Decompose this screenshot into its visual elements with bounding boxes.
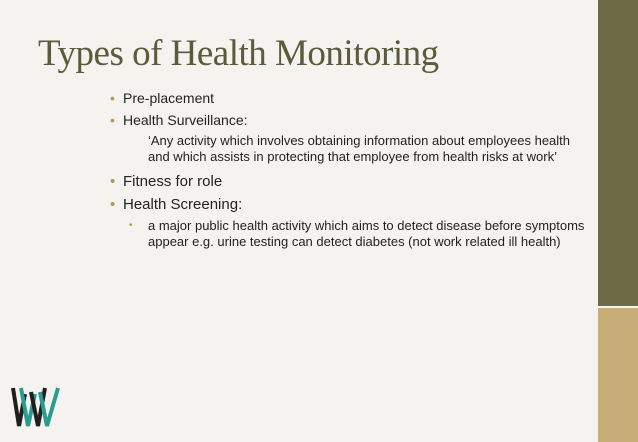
sub-bullet-text: a major public health activity which aims to detect disease before symptoms appear e.g. urine testing can detect diabetes (not work related ill health) (148, 218, 585, 249)
bullet-pre-placement (110, 89, 590, 108)
bullet-dot-icon: • (110, 90, 115, 106)
slide-content (110, 89, 590, 250)
bullet-dot-icon: • (110, 173, 116, 190)
sub-bullet-dot-icon: • (129, 220, 133, 231)
bullet-text: Pre-placement (123, 90, 215, 106)
slide-title: Types of Health Monitoring (38, 33, 439, 74)
ww-logo-icon (11, 386, 61, 428)
surveillance-quote: ‘Any activity which involves obtaining information about employees health and which assists in protecting that employee from health risks at work’ (148, 133, 571, 164)
screening-sub-bullet (129, 218, 590, 250)
bullet-health-screening (110, 195, 590, 215)
side-bar (598, 0, 638, 442)
side-bar-accent (598, 308, 638, 442)
bullet-text: Health Screening: (123, 196, 243, 213)
bullet-dot-icon: • (110, 196, 116, 213)
bullet-text: Fitness for role (123, 173, 223, 190)
bullet-dot-icon: • (110, 112, 115, 128)
bullet-fitness-for-role (110, 172, 590, 192)
bullet-text: Health Surveillance: (123, 112, 248, 128)
bullet-health-surveillance (110, 111, 590, 130)
